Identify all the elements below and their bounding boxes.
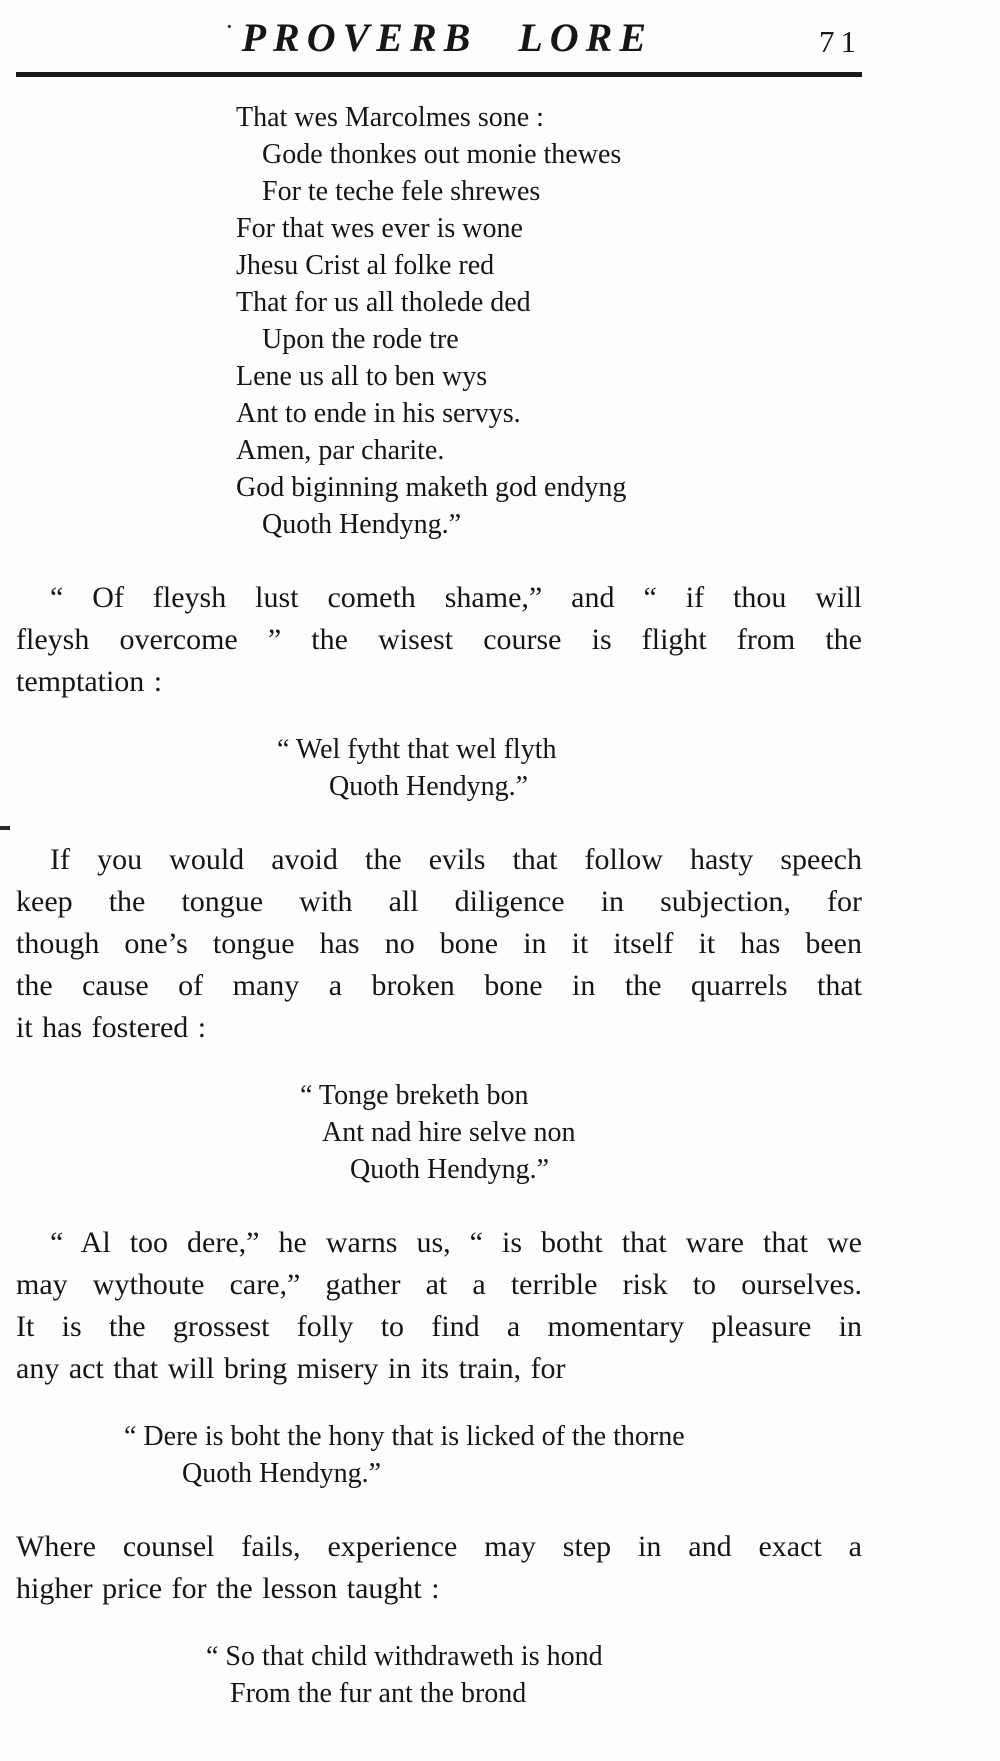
- verse-line: “ Dere is boht the hony that is licked of the thorne: [124, 1421, 685, 1452]
- title-mark-dot: ·: [224, 12, 234, 41]
- paragraph-line: temptation :: [16, 665, 163, 698]
- paragraph: [16, 1222, 862, 1390]
- page-header: [16, 12, 862, 68]
- paragraph-line: “ Of fleysh lust cometh shame,” and “ if thou will: [50, 581, 862, 614]
- page-content: [16, 99, 862, 1712]
- verse-line: That for us all tholede ded: [236, 287, 531, 318]
- title-line: [16, 12, 862, 61]
- paragraph-line: fleysh overcome ” the wisest course is flight from the: [16, 623, 862, 656]
- verse-line: Quoth Hendyng.”: [350, 1154, 550, 1185]
- header-rule: [16, 72, 862, 77]
- verse-block: [206, 1638, 862, 1712]
- paragraph: [16, 577, 862, 703]
- page-title: PROVERB LORE: [241, 15, 654, 60]
- paragraph-line: keep the tongue with all diligence in subjection, for: [16, 885, 862, 918]
- paragraph-line: It is the grossest folly to find a momentary pleasure in: [16, 1310, 862, 1343]
- paragraph-line: higher price for the lesson taught :: [16, 1572, 440, 1605]
- paragraph-line: any act that will bring misery in its train, for: [16, 1352, 566, 1385]
- verse-line: Quoth Hendyng.”: [329, 771, 529, 802]
- verse-line: “ So that child withdraweth is hond: [206, 1641, 603, 1672]
- verse-block: [277, 731, 862, 805]
- paragraph-line: it has fostered :: [16, 1011, 207, 1044]
- paragraph-line: Where counsel fails, experience may step in and exact a: [16, 1530, 862, 1563]
- paragraph: [16, 839, 862, 1049]
- verse-line: That wes Marcolmes sone :: [236, 102, 544, 133]
- verse-line: For te teche fele shrewes: [262, 176, 541, 207]
- verse-block: [124, 1418, 862, 1492]
- verse-line: Quoth Hendyng.”: [182, 1458, 382, 1489]
- verse-line: Ant nad hire selve non: [322, 1117, 576, 1148]
- verse-line: “ Tonge breketh bon: [300, 1080, 529, 1111]
- page-number: 71: [819, 24, 862, 59]
- verse-line: Amen, par charite.: [236, 435, 445, 466]
- paragraph-line: If you would avoid the evils that follow hasty speech: [50, 843, 862, 876]
- paragraph-line: though one’s tongue has no bone in it itself it has been: [16, 927, 862, 960]
- paragraph-line: may wythoute care,” gather at a terrible risk to ourselves.: [16, 1268, 862, 1301]
- verse-line: Gode thonkes out monie thewes: [262, 139, 622, 170]
- paragraph: [16, 1526, 862, 1610]
- verse-line: Lene us all to ben wys: [236, 361, 488, 392]
- verse-line: God biginning maketh god endyng: [236, 472, 627, 503]
- verse-line: From the fur ant the brond: [230, 1678, 527, 1709]
- verse-block: [300, 1077, 862, 1188]
- paragraph-line: “ Al too dere,” he warns us, “ is botht that ware that we: [50, 1226, 862, 1259]
- paragraph-line: the cause of many a broken bone in the quarrels that: [16, 969, 862, 1002]
- verse-line: “ Wel fytht that wel flyth: [277, 734, 557, 765]
- verse-block: [236, 99, 862, 543]
- verse-line: Upon the rode tre: [262, 324, 459, 355]
- verse-line: Jhesu Crist al folke red: [236, 250, 495, 281]
- verse-line: Ant to ende in his servys.: [236, 398, 521, 429]
- verse-line: Quoth Hendyng.”: [262, 509, 462, 540]
- scan-artifact-dash: [0, 826, 10, 830]
- verse-line: For that wes ever is wone: [236, 213, 523, 244]
